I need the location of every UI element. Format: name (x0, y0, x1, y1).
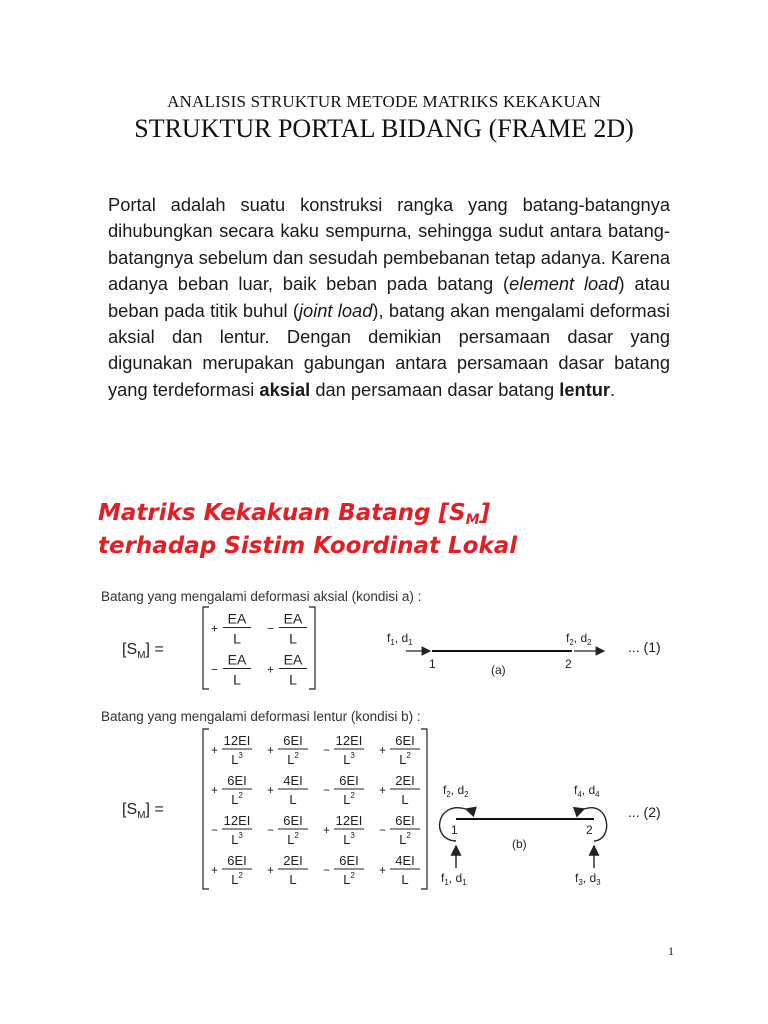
diagram-b-label-f4d4: $f_4$, $d_4$ (574, 783, 600, 799)
matrix-left-bracket (203, 729, 209, 889)
diagram-b-label-f3d3: $f_3$, $d_3$ (575, 871, 601, 887)
matrix-cell-numerator: 12EI (223, 813, 251, 828)
matrix-cell-sign: + (211, 783, 219, 797)
intro-bold-lentur: lentur (559, 378, 611, 400)
matrix-cell-sign: − (323, 743, 331, 757)
matrix-cell-denominator: $L^3$ (343, 751, 355, 767)
intro-text-2: ) atau beban pada titik buhul ( (108, 273, 670, 321)
matrix-cell-numerator: 2EI (395, 773, 415, 788)
page-number: 1 (668, 944, 674, 958)
matrix-cell-numerator: 6EI (395, 813, 415, 828)
intro-bold-aksial: aksial (259, 378, 311, 400)
matrix-cell-numerator: 6EI (283, 733, 303, 748)
matrix-cell-denominator: $L^2$ (399, 751, 411, 767)
matrix-right-bracket (421, 729, 427, 889)
matrix-cell-numerator: 12EI (335, 813, 363, 828)
matrix-cell-denominator: L (401, 872, 409, 887)
matrix-cell-sign: + (267, 863, 275, 877)
matrix-cell-numerator: 4EI (283, 773, 303, 788)
diagram-b-node-2: 2 (586, 823, 593, 837)
matrix-cell-numerator: 6EI (227, 773, 247, 788)
condition-a-label: Batang yang mengalami deformasi aksial (kondisi a) : (101, 589, 422, 604)
matrix-lhs: $[S_M]$ = (122, 641, 164, 661)
matrix-cell-denominator: $L^2$ (287, 751, 299, 767)
intro-text-1: Portal adalah suatu konstruksi rangka yang batang-batangnya dihubungkan secara kaku sempurna, sehingga sudut antara batang-batangnya sebelum dan sesudah pembebanan tetap adanya. Karena adanya beban luar, baik beban pada batang ( (108, 194, 670, 295)
intro-text-4: dan persamaan dasar batang (310, 378, 560, 400)
diagram-b-label-f2d2: $f_2$, $d_2$ (443, 783, 469, 799)
intro-text-5: . (610, 378, 616, 400)
matrix-cell-numerator: 6EI (339, 773, 359, 788)
matrix-cell-denominator: L (233, 671, 241, 688)
matrix-cell-numerator: EA (283, 651, 303, 668)
matrix-right-bracket (309, 607, 315, 689)
matrix-cell-sign: + (267, 743, 275, 757)
document-title: STRUKTUR PORTAL BIDANG (FRAME 2D) (134, 114, 634, 143)
diagram-a-caption: (a) (491, 663, 506, 677)
matrix-cell-numerator: 12EI (335, 733, 363, 748)
diagram-a-force-2: $f_2$, $d_2$ (566, 631, 592, 647)
matrix-cell-numerator: EA (227, 651, 247, 668)
section-heading-line2: terhadap Sistim Koordinat Lokal (98, 533, 518, 559)
matrix-cell-denominator: $L^2$ (287, 831, 299, 847)
matrix-cell-sign: − (267, 823, 275, 837)
matrix-cell-denominator: $L^3$ (343, 831, 355, 847)
matrix-cell-numerator: 6EI (395, 733, 415, 748)
matrix-cell-denominator: $L^3$ (231, 831, 243, 847)
matrix-cell-denominator: L (401, 792, 409, 807)
diagram-a-force-1: $f_1$, $d_1$ (387, 631, 413, 647)
matrix-cell-sign: + (211, 743, 219, 757)
matrix-cell-numerator: 12EI (223, 733, 251, 748)
matrix-cell-denominator: L (289, 671, 297, 688)
matrix-cell-sign: + (267, 662, 275, 677)
matrix-cell-sign: − (379, 823, 387, 837)
matrix-cell-sign: − (211, 823, 219, 837)
matrix-cell-numerator: 6EI (227, 853, 247, 868)
heading-line1-bracket: ] (479, 500, 491, 526)
matrix-lhs: $[S_M]$ = (122, 801, 164, 821)
equation-number-1: ... (1) (628, 639, 661, 655)
matrix-cell-sign: − (267, 621, 275, 636)
matrix-cell-sign: − (323, 783, 331, 797)
matrix-cell-sign: − (211, 662, 219, 677)
matrix-cell-sign: + (379, 863, 387, 877)
matrix-cell-denominator: $L^2$ (231, 791, 243, 807)
matrix-cell-denominator: L (289, 792, 297, 807)
diagram-a (387, 631, 661, 677)
matrix-cell-denominator: $L^3$ (231, 751, 243, 767)
matrix-cell-denominator: $L^2$ (399, 831, 411, 847)
matrix-cell-sign: − (323, 863, 331, 877)
diagram-a-node-1: 1 (429, 657, 436, 671)
matrix-cell-sign: + (379, 743, 387, 757)
matrix-cell-denominator: $L^2$ (231, 871, 243, 887)
matrix-a (122, 607, 315, 689)
matrix-cell-numerator: EA (227, 610, 247, 627)
diagram-b-label-f1d1: $f_1$, $d_1$ (441, 871, 467, 887)
matrix-cell-sign: + (211, 621, 219, 636)
matrix-cell-numerator: 4EI (395, 853, 415, 868)
matrix-cell-numerator: 2EI (283, 853, 303, 868)
intro-italic-joint-load: joint load (298, 299, 373, 321)
matrix-cell-denominator: L (289, 872, 297, 887)
heading-line1-subscript: M (465, 512, 480, 528)
matrix-cell-sign: + (323, 823, 331, 837)
heading-line1-text: Matriks Kekakuan Batang [S (98, 500, 466, 526)
matrix-cell-numerator: EA (283, 610, 303, 627)
intro-text-3: ), batang akan mengalami deformasi aksial dan lentur. Dengan demikian persamaan dasar yang digunakan merupakan gabungan antara persamaan dasar batang yang terdeformasi (108, 299, 670, 400)
matrix-cell-numerator: 6EI (283, 813, 303, 828)
matrix-cell-denominator: $L^2$ (343, 871, 355, 887)
matrix-cell-sign: + (211, 863, 219, 877)
document-header-small: ANALISIS STRUKTUR METODE MATRIKS KEKAKUAN (167, 92, 601, 111)
diagram-a-node-2: 2 (565, 657, 572, 671)
matrix-cell-sign: + (267, 783, 275, 797)
matrix-cell-denominator: L (289, 630, 297, 647)
diagram-b-node-1: 1 (451, 823, 458, 837)
intro-italic-element-load: element load (509, 273, 619, 295)
matrix-b (122, 729, 427, 889)
diagram-b-caption: (b) (512, 837, 527, 851)
matrix-cell-denominator: $L^2$ (343, 791, 355, 807)
matrix-cell-sign: + (379, 783, 387, 797)
matrix-cell-denominator: L (233, 630, 241, 647)
equation-number-2: ... (2) (628, 804, 661, 820)
matrix-left-bracket (203, 607, 209, 689)
matrix-cell-numerator: 6EI (339, 853, 359, 868)
diagram-b (440, 783, 661, 887)
condition-b-label: Batang yang mengalami deformasi lentur (kondisi b) : (101, 709, 421, 724)
